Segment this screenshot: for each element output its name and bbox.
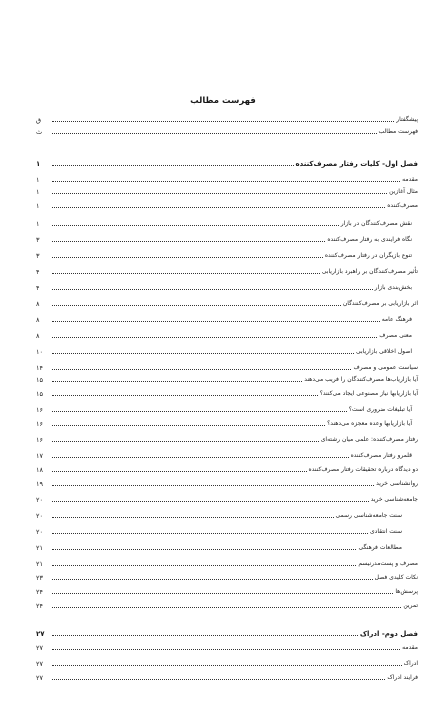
toc-entry-label: نگاه فرایندی به رفتار مصرف‌کننده [327,236,412,243]
toc-page-number: ۲۰ [36,496,43,504]
dot-leader [52,456,349,458]
toc-page-number: ۱ [36,220,40,228]
dot-leader [52,484,374,486]
dot-leader [52,288,373,290]
toc-entry-label: روانشناسی خرید [376,480,418,487]
toc-entry-label: مصرف و پست‌مدرنیسم [358,560,418,567]
dot-leader [52,648,400,650]
dot-leader [52,470,307,472]
toc-entry [36,656,418,668]
toc-entry [36,328,418,340]
toc-entry-label: مصرف‌کننده [387,202,418,209]
toc-entry [36,432,418,444]
toc-entry-label: اثر بازاریابی بر مصرف‌کنندگان [342,300,418,307]
dot-leader [52,394,318,396]
toc-entry-label: سیاست عمومی و مصرف [353,364,418,371]
toc-entry [36,584,418,596]
toc-page-number: ۱۹ [36,480,43,488]
dot-leader [52,578,373,580]
toc-page-number: ۱۵ [36,376,43,384]
dot-leader [52,592,393,594]
dot-leader [52,532,368,534]
dot-leader [52,548,356,550]
toc-entry-label: آیا بازاریابها نیاز مصنوعی ایجاد می‌کنند؟ [319,390,418,397]
dot-leader [52,606,401,608]
toc-page-number: ۲۴ [36,602,43,610]
dot-leader [52,272,320,274]
toc-entry-label: مقدمه [402,644,418,651]
toc-entry [36,124,418,136]
toc-entry [36,670,418,682]
toc-page-number: ۱۶ [36,406,43,414]
toc-entry [36,344,418,356]
dot-leader [52,132,377,134]
dot-leader [52,120,394,122]
toc-page-number: ۱۰ [36,348,43,356]
toc-entry [36,402,418,414]
toc-entry [36,556,418,568]
dot-leader [52,304,341,306]
toc-entry [36,280,418,292]
toc-page-number: ۲۱ [36,560,43,568]
dot-leader [52,368,351,370]
toc-entry-label: دو دیدگاه درباره تحقیقات رفتار مصرف‌کننده [308,466,418,473]
dot-leader [52,664,402,666]
toc-page-number: ۲۷ [36,674,43,682]
toc-entry [36,216,418,228]
toc-entry [36,448,418,460]
toc-page-number: ۱۶ [36,436,43,444]
toc-entry-label: سنت انتقادی [369,528,402,535]
dot-leader [52,336,377,338]
toc-entry [36,476,418,488]
toc-page-number: ۴ [36,268,40,276]
toc-entry-label: مقدمه [402,176,418,183]
dot-leader [52,164,294,166]
toc-entry [36,386,418,398]
toc-entry [36,508,418,520]
toc-page-number: ۴ [36,284,40,292]
page-title: فهرست مطالب [190,96,256,106]
toc-entry [36,264,418,276]
toc-entry-label: فصل اول- کلیات رفتار مصرف‌کننده [295,160,418,168]
toc-entry-label: قلمرو رفتار مصرف‌کننده [350,452,412,459]
toc-entry [36,492,418,504]
toc-page-number: ۱۷ [36,452,43,460]
toc-entry-label: فهرست مطالب [378,128,418,135]
dot-leader [52,192,387,194]
toc-entry [36,416,418,428]
toc-page-number: ۱ [36,202,40,210]
toc-entry-label: بخش‌بندی بازار [374,284,412,291]
toc-entry-label: مطالعات فرهنگی [358,544,402,551]
dot-leader [52,424,325,426]
toc-page-number: ۱۸ [36,466,43,474]
toc-page-number: ق [36,116,42,124]
dot-leader [52,320,380,322]
dot-leader [52,410,347,412]
toc-entry-label: فرهنگ عامه [381,316,412,323]
toc-page-number: ۸ [36,316,40,324]
toc-entry [36,312,418,324]
toc-entry-label: نکات کلیدی فصل [374,574,418,581]
toc-entry [36,360,418,372]
dot-leader [52,380,302,382]
toc-page-number: ۱ [36,176,40,184]
dot-leader [52,256,323,258]
toc-entry-label: معنی مصرف [379,332,412,339]
toc-entry [36,524,418,536]
dot-leader [52,240,325,242]
toc-entry-label: تنوع بازیگران در رفتار مصرف‌کننده [324,252,412,259]
toc-entry [36,540,418,552]
toc-page-number: ۲۷ [36,660,43,668]
toc-page-number: ۲۷ [36,630,45,638]
toc-page-number: ۱۴ [36,364,43,372]
toc-entry-label: آیا بازاریابها وعده معجزه می‌دهند؟ [327,420,412,427]
dot-leader [52,224,339,226]
toc-entry [36,112,418,124]
dot-leader [52,500,369,502]
toc-entry-label: تمرین [403,602,418,609]
dot-leader [52,352,354,354]
toc-page-number: ۲۰ [36,528,43,536]
dot-leader [52,180,400,182]
toc-entry-label: تأثیر مصرف‌کنندگان بر راهبرد بازاریابی [321,268,418,275]
toc-entry-label: آیا بازاریاب‌ها مصرف‌کنندگان را فریب می‌دهند [304,376,418,383]
toc-entry-label: پرسش‌ها [395,588,418,595]
toc-entry [36,248,418,260]
toc-entry [36,232,418,244]
toc-page-number: ۱ [36,188,40,196]
toc-entry [36,640,418,652]
toc-entry-label: فرایند ادراک [387,674,418,681]
toc-page-number: ۳ [36,236,40,244]
dot-leader [52,206,385,208]
toc-entry-label: سنت جامعه‌شناسی رسمی [335,512,402,519]
toc-page-number: ۱۵ [36,390,43,398]
toc-entry-label: آیا تبلیغات ضروری است؟ [348,406,412,413]
toc-entry [36,172,418,184]
toc-entry-label: نقش مصرف‌کنندگان در بازار [340,220,412,227]
toc-entry-label: رفتار مصرف‌کننده: علمی میان رشته‌ای [320,436,418,443]
toc-entry [36,198,418,210]
toc-page-number: ث [36,128,43,136]
toc-chapter [36,626,418,638]
toc-entry-label: مثال آغازین [389,188,418,195]
toc-page-number: ۲۷ [36,644,43,652]
dot-leader [52,516,334,518]
toc-chapter [36,156,418,168]
toc-entry [36,184,418,196]
toc-entry-label: پیشگفتار [396,116,418,123]
toc-entry-label: اصول اخلاقی بازاریابی [356,348,412,355]
toc-entry-label: ادراک [403,660,418,667]
toc-entry-label: فصل دوم- ادراک [359,630,418,638]
toc-entry [36,598,418,610]
dot-leader [52,678,385,680]
toc-entry [36,570,418,582]
toc-page-number: ۸ [36,332,40,340]
toc-entry-label: جامعه‌شناسی خرید [370,496,418,503]
dot-leader [52,440,319,442]
toc-page-number: ۸ [36,300,40,308]
toc-page-number: ۲۰ [36,512,43,520]
dot-leader [52,634,358,636]
toc-page-number: ۲۳ [36,574,43,582]
toc-entry [36,372,418,384]
toc-page-number: ۲۴ [36,588,43,596]
toc-page-number: ۱۶ [36,420,43,428]
toc-page-number: ۳ [36,252,40,260]
toc-page-number: ۱ [36,160,41,168]
dot-leader [52,564,356,566]
toc-entry [36,296,418,308]
toc-entry [36,462,418,474]
toc-page-number: ۲۱ [36,544,43,552]
